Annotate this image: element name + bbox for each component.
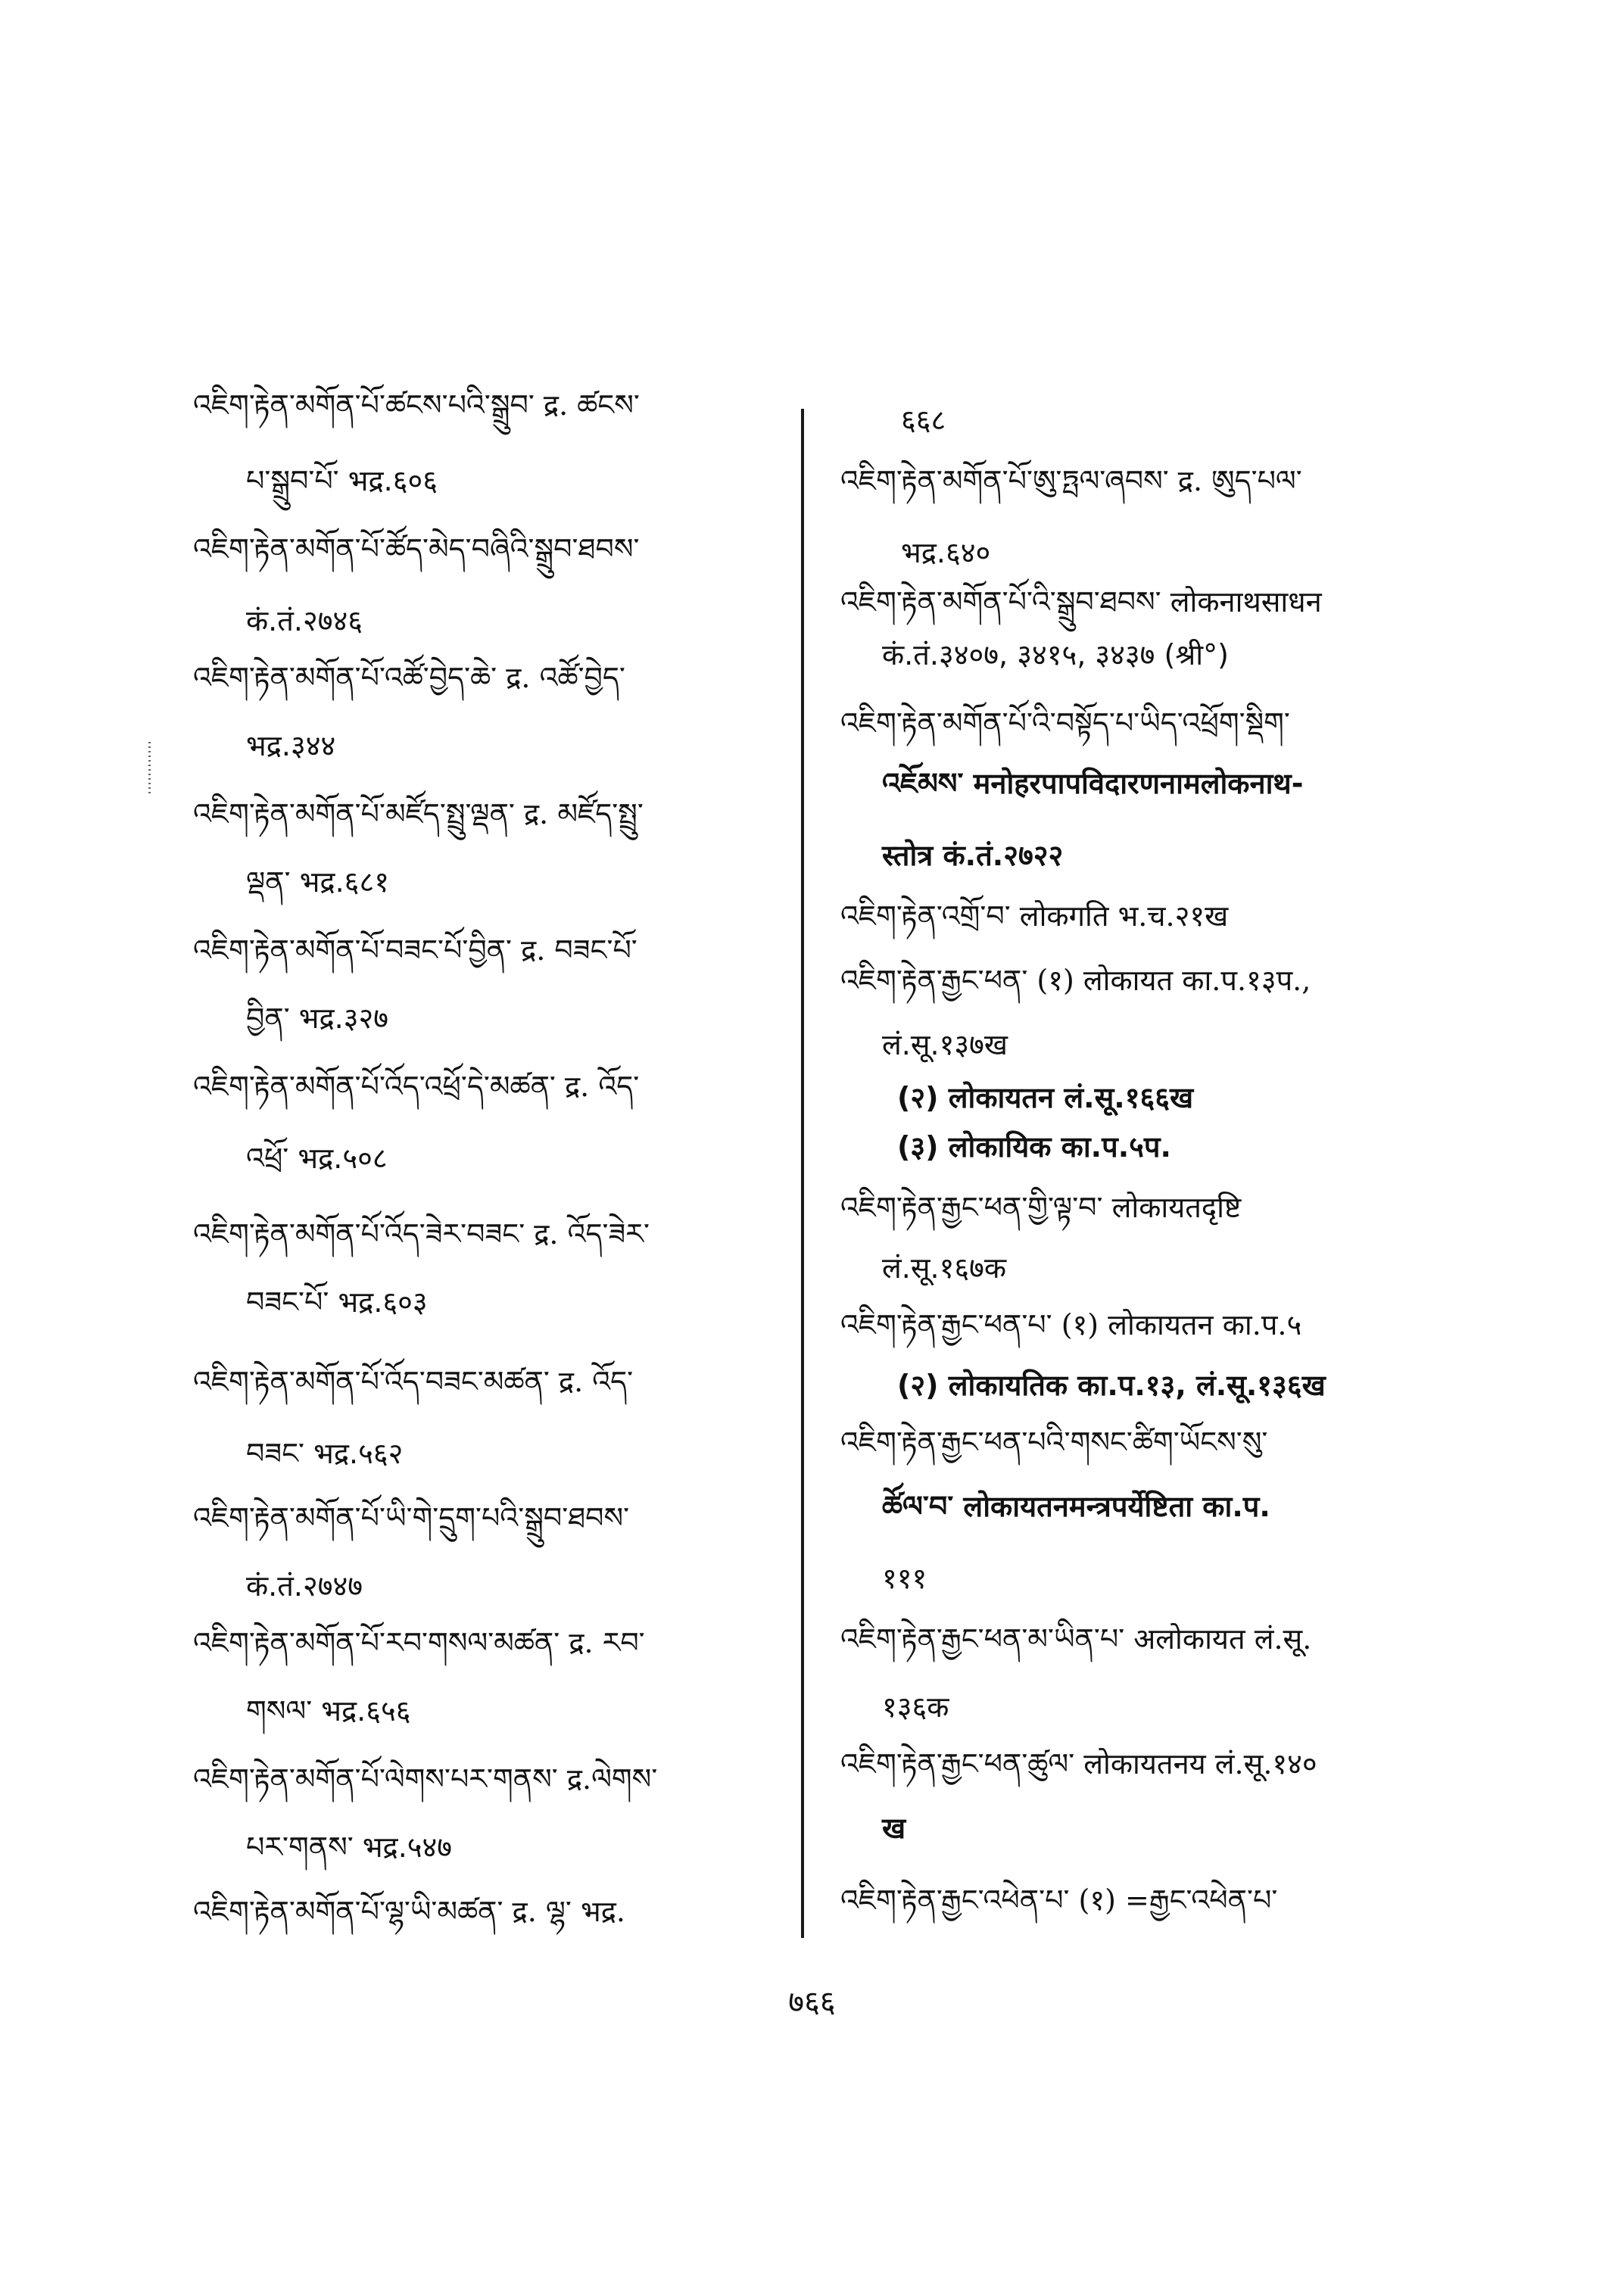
- entry-line: འཇིག་རྟེན་མགོན་པོ་འི་སྒྲུབ་ཐབས་ लोकनाथसाधन: [840, 585, 1322, 618]
- entry-line: (३) लोकायिक का.प.५प.: [897, 1130, 1171, 1164]
- entry-line: འཇིག་རྟེན་རྒྱང་ཕན་མ་ཡིན་པ་ अलोकायत लं.सू.: [840, 1622, 1312, 1656]
- entry-line: འཇོམས་ मनोहरपापविदारणनामलोकनाथ-: [882, 767, 1304, 800]
- entry-line: འཇིག་རྟེན་མགོན་པོ་འི་བསྟོད་པ་ཡིད་འཕྲོག་སྡིག་: [840, 706, 1290, 740]
- entry-line: འཇིག་རྟེན་མགོན་པོ་མཛོད་སྤྲུ་ལྡན་ द्र. མཛོད་སྤྲུ་: [193, 797, 644, 830]
- column-divider: [801, 409, 804, 1938]
- entry-line: लं.सू.१३७ख: [882, 1028, 1008, 1061]
- entry-line: १३६क: [882, 1690, 949, 1724]
- entry-line: བྱིན་ भद्र.३२७: [246, 1002, 389, 1035]
- entry-line: འཇིག་རྟེན་མགོན་པོ་ཚངས་པའི་སྒྲུབ་ द्र. ཚངས་: [193, 388, 640, 422]
- entry-line: འཇིག་རྟེན་མགོན་པོ་འོད་འཕྲོ་དེ་མཚན་ द्र. འོད་: [193, 1070, 640, 1103]
- entry-line: འཇིག་རྟེན་རྒྱང་ཕན་ཚུལ་ लोकायतनय लं.सू.१४०: [840, 1747, 1317, 1781]
- entry-line: भद्र.६४०: [901, 536, 991, 569]
- entry-line: འཇིག་རྟེན་མགོན་པོ་ཚོད་མེད་བཞིའི་སྒྲུབ་ཐབས་: [193, 532, 640, 565]
- entry-line: (२) लोकायतिक का.प.१३, लं.सू.१३६ख: [897, 1369, 1326, 1402]
- entry-line: འཕྲོ་ भद्र.५०८: [246, 1142, 388, 1175]
- entry-line: འཇིག་རྟེན་མགོན་པོ་འོད་བཟང་མཚན་ द्र. འོད་: [193, 1365, 634, 1398]
- entry-line: लं.सू.१६७क: [882, 1251, 1007, 1285]
- entry-line: འཇིག་རྟེན་རྒྱང་འཕེན་པ་ (१) =རྒྱང་འཕེན་པ་: [840, 1883, 1278, 1917]
- entry-line: འཇིག་རྟེན་རྒྱང་ཕན་པའི་གསང་ཚིག་ཡོངས་སུ་: [840, 1425, 1268, 1459]
- entry-line: འཇིག་རྟེན་མགོན་པོ་འོད་ཟེར་བཟང་ द्र. འོད་ཟེར་: [193, 1217, 650, 1251]
- entry-line: འཇིག་རྟེན་རྒྱང་ཕན་གྱི་ལྟ་བ་ लोकायतदृष्टि: [840, 1191, 1242, 1224]
- margin-mark: [148, 742, 151, 795]
- entry-line: འཇིག་རྟེན་མགོན་པོ་ལྷ་ཡི་མཚན་ द्र. ལྷ་ भद्र.: [193, 1895, 625, 1928]
- entry-line: ६६८: [901, 403, 946, 437]
- entry-line: भद्र.३४४: [246, 729, 336, 762]
- entry-line: ख: [882, 1812, 906, 1845]
- entry-line: कं.तं.३४०७, ३४१५, ३४३७ (श्री°): [882, 638, 1229, 671]
- entry-line: བཟང་པོ་ भद्र.६०३: [246, 1285, 428, 1319]
- entry-line: स्तोत्र कं.तं.२७२२: [882, 839, 1064, 872]
- entry-line: འཇིག་རྟེན་འགྲོ་བ་ लोकगति भ.च.२१ख: [840, 899, 1229, 933]
- entry-line: འཇིག་རྟེན་རྒྱང་ཕན་པ་ (१) लोकायतन का.प.५: [840, 1308, 1302, 1341]
- page-number: ७६६: [788, 1985, 836, 2020]
- entry-line: འཇིག་རྟེན་མགོན་པོ་འཚོ་བྱེད་ཆེ་ द्र. འཚོ་བྱེད་: [193, 661, 625, 694]
- entry-line: བཟང་ भद्र.५६२: [246, 1437, 404, 1470]
- entry-line: པ་སྒྲུབ་པོ་ भद्र.६०६: [246, 464, 438, 497]
- entry-line: འཇིག་རྟེན་མགོན་པོ་ཨུ་ཏྤལ་ཞབས་ द्र. ཨུད་པལ་: [840, 464, 1302, 497]
- entry-line: ལྡན་ भद्र.६८१: [246, 865, 389, 899]
- entry-line: གསལ་ भद्र.६५६: [246, 1694, 411, 1728]
- entry-line: འཇིག་རྟེན་མགོན་པོ་ཡི་གེ་དྲུག་པའི་སྒྲུབ་ཐབས་: [193, 1501, 630, 1534]
- entry-line: (२) लोकायतन लं.सू.१६६ख: [897, 1081, 1194, 1114]
- entry-line: འཇིག་རྟེན་མགོན་པོ་ལེགས་པར་གནས་ द्र.ལེགས་: [193, 1762, 658, 1796]
- entry-line: कं.तं.२७४७: [246, 1569, 363, 1603]
- entry-line: པར་གནས་ भद्र.५४७: [246, 1830, 453, 1864]
- entry-line: འཇིག་རྟེན་རྒྱང་ཕན་ (१) लोकायत का.प.१३प.,: [840, 964, 1311, 997]
- entry-line: कं.तं.२७४६: [246, 604, 363, 637]
- entry-line: १११: [882, 1562, 927, 1595]
- entry-line: ཚོལ་བ་ लोकायतनमन्त्रपर्येष्टिता का.प.: [882, 1490, 1270, 1523]
- entry-line: འཇིག་རྟེན་མགོན་པོ་རབ་གསལ་མཚན་ द्र. རབ་: [193, 1626, 645, 1659]
- entry-line: འཇིག་རྟེན་མགོན་པོ་བཟང་པོ་བྱིན་ द्र. བཟང་པོ་: [193, 933, 637, 967]
